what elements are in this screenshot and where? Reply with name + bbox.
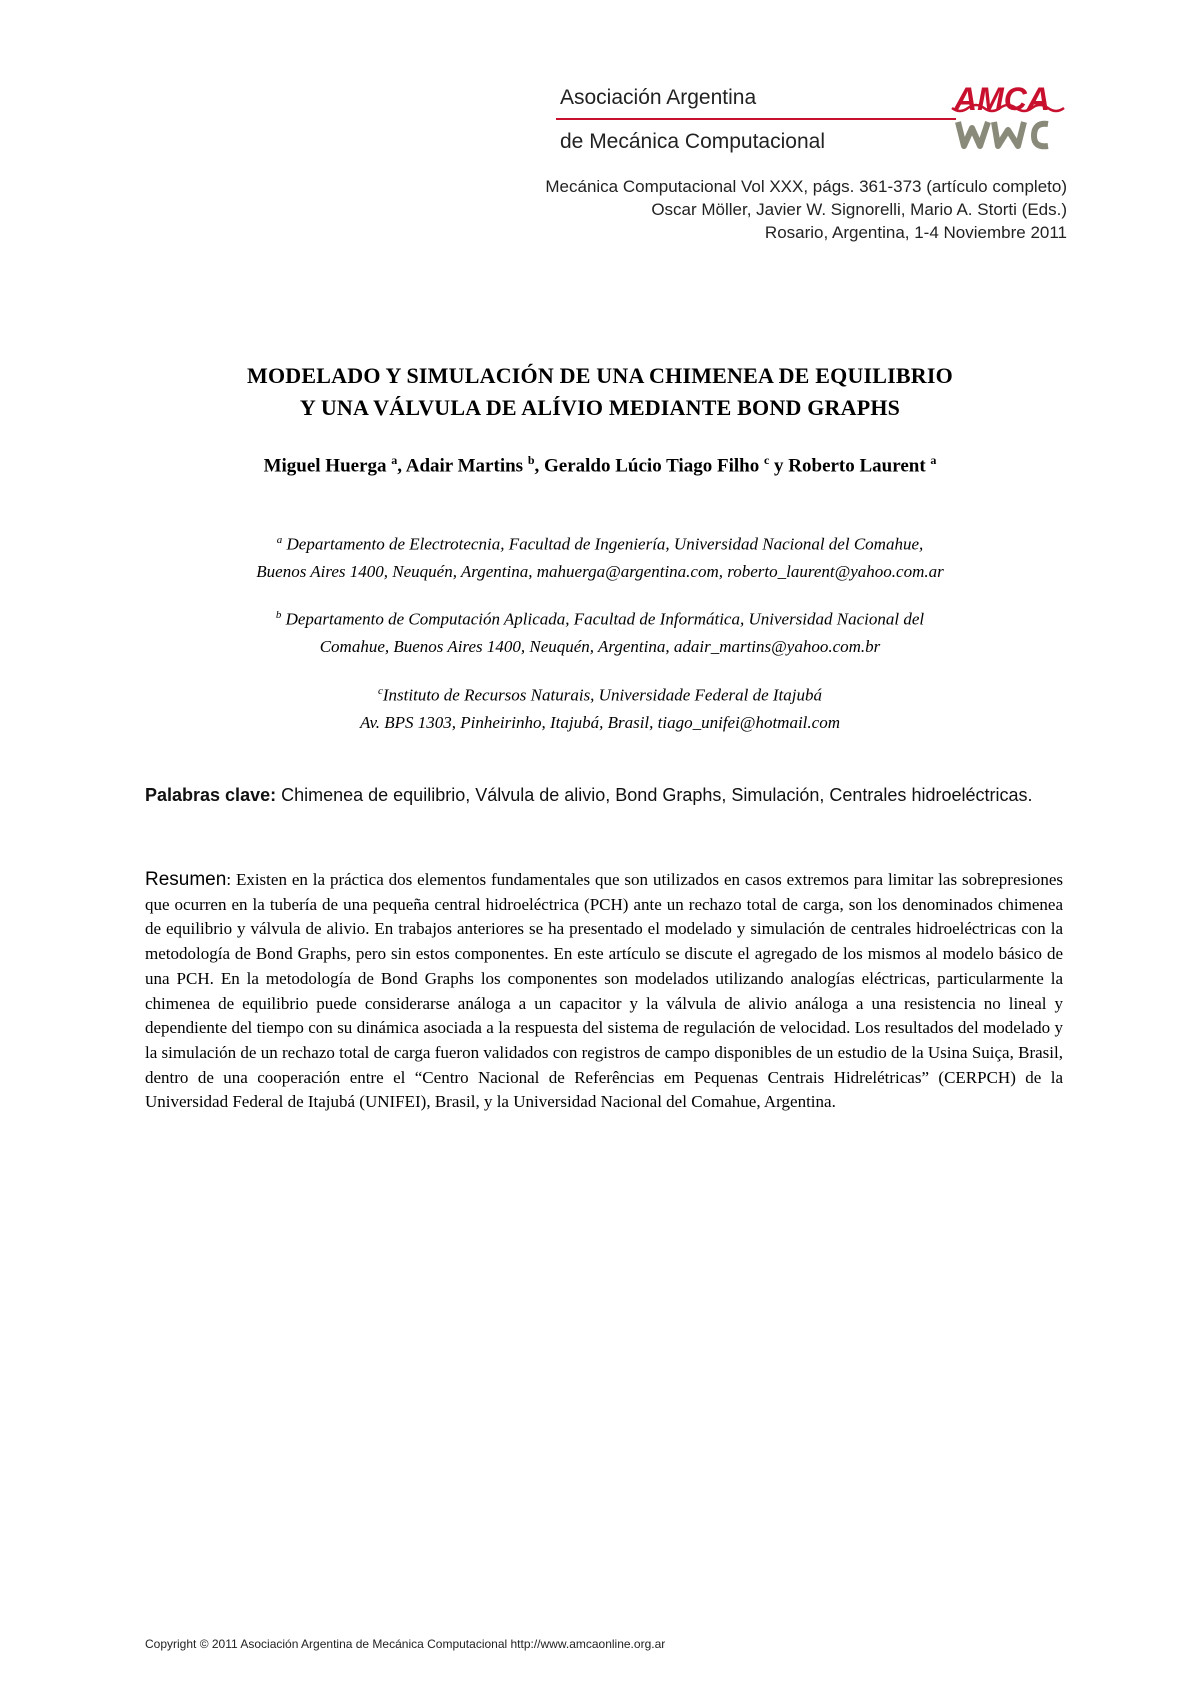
org-name-line2: de Mecánica Computacional <box>560 130 825 153</box>
abstract-text: : Existen en la práctica dos elementos fundamentales que son utilizados en casos extremos para limitar las sobrepresiones que ocurren en la tubería de una pequeña central hidroeléctrica (PCH) ante un rechazo total de carga, son los denominados chimenea de equilibrio y válvula de alivio. En trabajos anteriores se ha presentado el modelado y simulación de centrales hidroeléctricas con la metodología de Bond Graphs, pero sin estos componentes. En este artículo se discute el agregado de los mismos al modelo básico de una PCH. En la metodología de Bond Graphs los componentes son modelados utilizando analogías eléctricas, particularmente la chimenea de equilibrio puede considerarse análoga a un capacitor y la válvula de alivio análoga a una resistencia no lineal y dependiente del tiempo con su dinámica asociada a la respuesta del sistema de regulación de velocidad. Los resultados del modelado y la simulación de un rechazo total de carga fueron validados con registros de campo disponibles de un estudio de la Usina Suiça, Brasil, dentro de una cooperación entre el “Centro Nacional de Referências em Pequenas Centrais Hidrelétricas” (CERPCH) de la Universidad Federal de Itajubá (UNIFEI), Brasil, y la Universidad Nacional del Comahue, Argentina. <box>145 870 1063 1112</box>
author-affiliation-mark: a <box>391 453 398 467</box>
publication-place-date: Rosario, Argentina, 1-4 Noviembre 2011 <box>764 223 1067 242</box>
author-name: Roberto Laurent <box>788 455 926 477</box>
publication-volume: Mecánica Computacional Vol XXX, págs. 361-373 (artículo completo) <box>545 177 1067 196</box>
affiliation-line: Instituto de Recursos Naturais, Universidade Federal de Itajubá <box>382 685 822 705</box>
author-name: Miguel Huerga <box>263 455 387 477</box>
author-separator: , <box>397 455 406 477</box>
copyright-footer: Copyright © 2011 Asociación Argentina de Mecánica Computacional http://www.amcaonline.org.ar <box>145 1637 666 1651</box>
page-header <box>0 0 1200 270</box>
author-name: Adair Martins <box>405 455 524 477</box>
keywords-text: Chimenea de equilibrio, Válvula de alivio, Bond Graphs, Simulación, Centrales hidroeléctricas. <box>276 785 1033 805</box>
abstract-label: Resumen <box>145 869 227 890</box>
affiliation-line: Buenos Aires 1400, Neuquén, Argentina, mahuerga@argentina.com, roberto_laurent@yahoo.com.ar <box>256 561 944 581</box>
org-name-line1: Asociación Argentina <box>560 86 757 109</box>
affiliation-c <box>130 678 1070 736</box>
author-separator: y <box>769 455 789 477</box>
affiliation-line: Departamento de Electrotecnia, Facultad de Ingeniería, Universidad Nacional del Comahue, <box>282 534 924 554</box>
affiliation-mark: b <box>275 609 282 621</box>
affiliation-mark: c <box>377 685 383 697</box>
author-separator: , <box>534 455 544 477</box>
author-list <box>120 453 1080 477</box>
author-affiliation-mark: c <box>763 453 770 467</box>
affiliation-line: Comahue, Buenos Aires 1400, Neuquén, Argentina, adair_martins@yahoo.com.br <box>319 636 881 656</box>
affiliation-line: Departamento de Computación Aplicada, Facultad de Informática, Universidad Nacional del <box>281 609 925 629</box>
author-affiliation-mark: a <box>930 453 937 467</box>
amca-logo-text: AMCA <box>954 81 1050 117</box>
affiliation-mark: a <box>276 534 283 546</box>
amca-logo <box>950 78 1070 158</box>
affiliation-line: Av. BPS 1303, Pinheirinho, Itajubá, Brasil, tiago_unifei@hotmail.com <box>360 712 840 732</box>
author-affiliation-mark: b <box>527 453 535 467</box>
paper-title <box>120 360 1080 424</box>
title-line-1: MODELADO Y SIMULACIÓN DE UNA CHIMENEA DE EQUILIBRIO <box>247 363 953 388</box>
keywords-paragraph <box>145 782 1063 809</box>
affiliation-a <box>130 527 1070 585</box>
author-name: Geraldo Lúcio Tiago Filho <box>544 455 760 477</box>
affiliation-b <box>130 602 1070 660</box>
publication-editors: Oscar Möller, Javier W. Signorelli, Mario A. Storti (Eds.) <box>651 200 1067 219</box>
keywords-label: Palabras clave: <box>145 785 277 805</box>
abstract-paragraph <box>145 868 1063 1115</box>
publication-info <box>545 175 1067 244</box>
title-line-2: Y UNA VÁLVULA DE ALÍVIO MEDIANTE BOND GRAPHS <box>299 395 901 420</box>
header-rule <box>556 118 956 120</box>
